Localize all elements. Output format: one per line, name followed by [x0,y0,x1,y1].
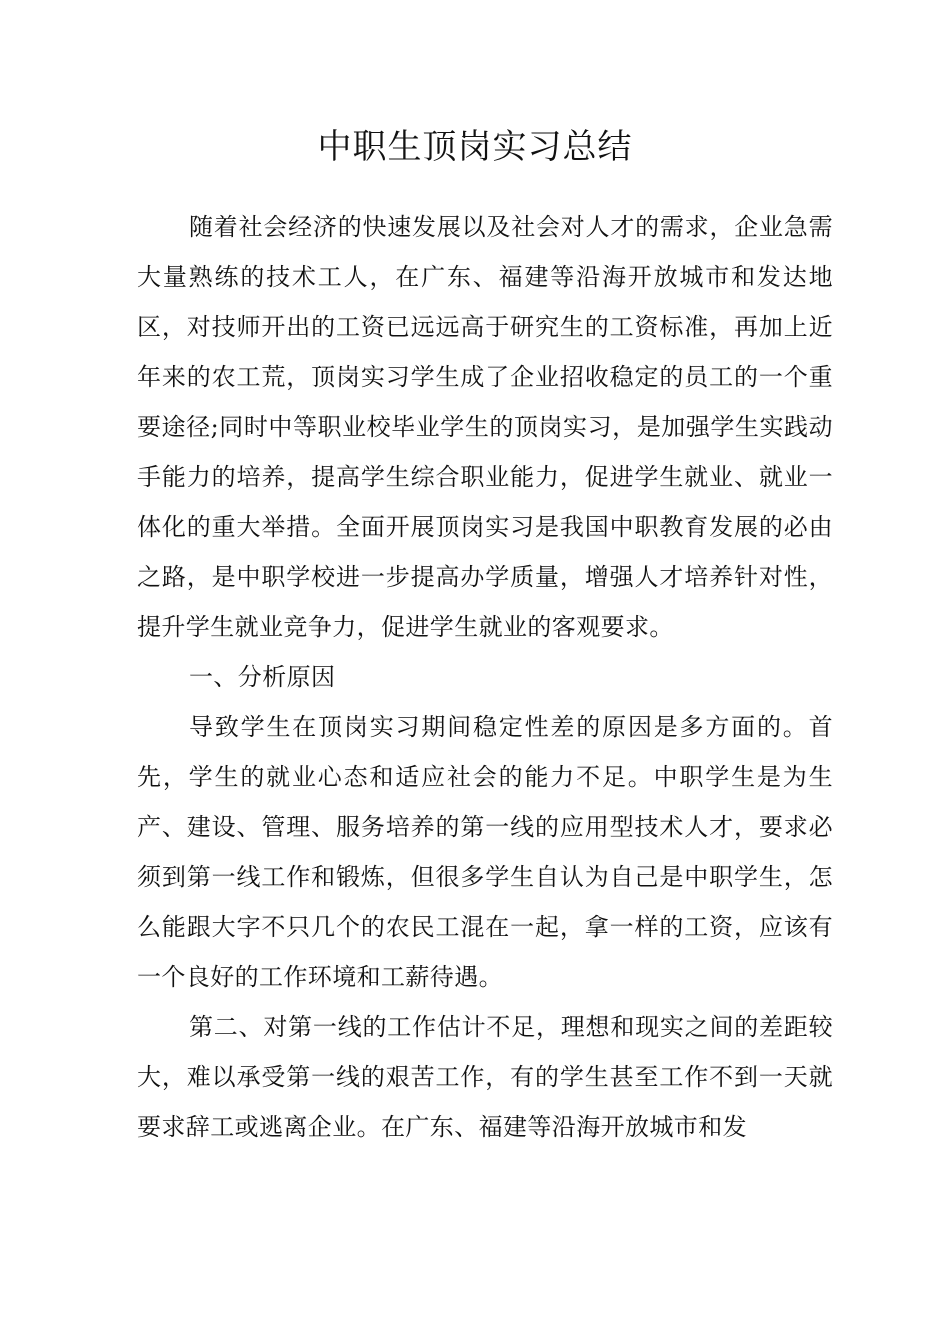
paragraph-causes: 导致学生在顶岗实习期间稳定性差的原因是多方面的。首先，学生的就业心态和适应社会的能力不足。中职学生是为生产、建设、管理、服务培养的第一线的应用型技术人才，要求必须到第一线工作和锻炼，但很多学生自认为自己是中职学生，怎么能跟大字不只几个的农民工混在一起，拿一样的工资，应该有一个良好的工作环境和工薪待遇。 [137,713,833,991]
document-title: 中职生顶岗实习总结 [317,126,633,167]
paragraph-second-cause: 第二、对第一线的工作估计不足，理想和现实之间的差距较大，难以承受第一线的艰苦工作，有的学生甚至工作不到一天就要求辞工或逃离企业。在广东、福建等沿海开放城市和发 [137,1013,833,1141]
paragraph-intro: 随着社会经济的快速发展以及社会对人才的需求，企业急需大量熟练的技术工人，在广东、福建等沿海开放城市和发达地区，对技师开出的工资已远远高于研究生的工资标准，再加上近年来的农工荒，顶岗实习学生成了企业招收稳定的员工的一个重要途径;同时中等职业校毕业学生的顶岗实习，是加强学生实践动手能力的培养，提高学生综合职业能力，促进学生就业、就业一体化的重大举措。全面开展顶岗实习是我国中职教育发展的必由之路，是中职学校进一步提高办学质量，增强人才培养针对性，提升学生就业竞争力，促进学生就业的客观要求。 [137,213,833,641]
section-heading-analysis: 一、分析原因 [189,663,336,691]
document-body [137,202,833,1152]
